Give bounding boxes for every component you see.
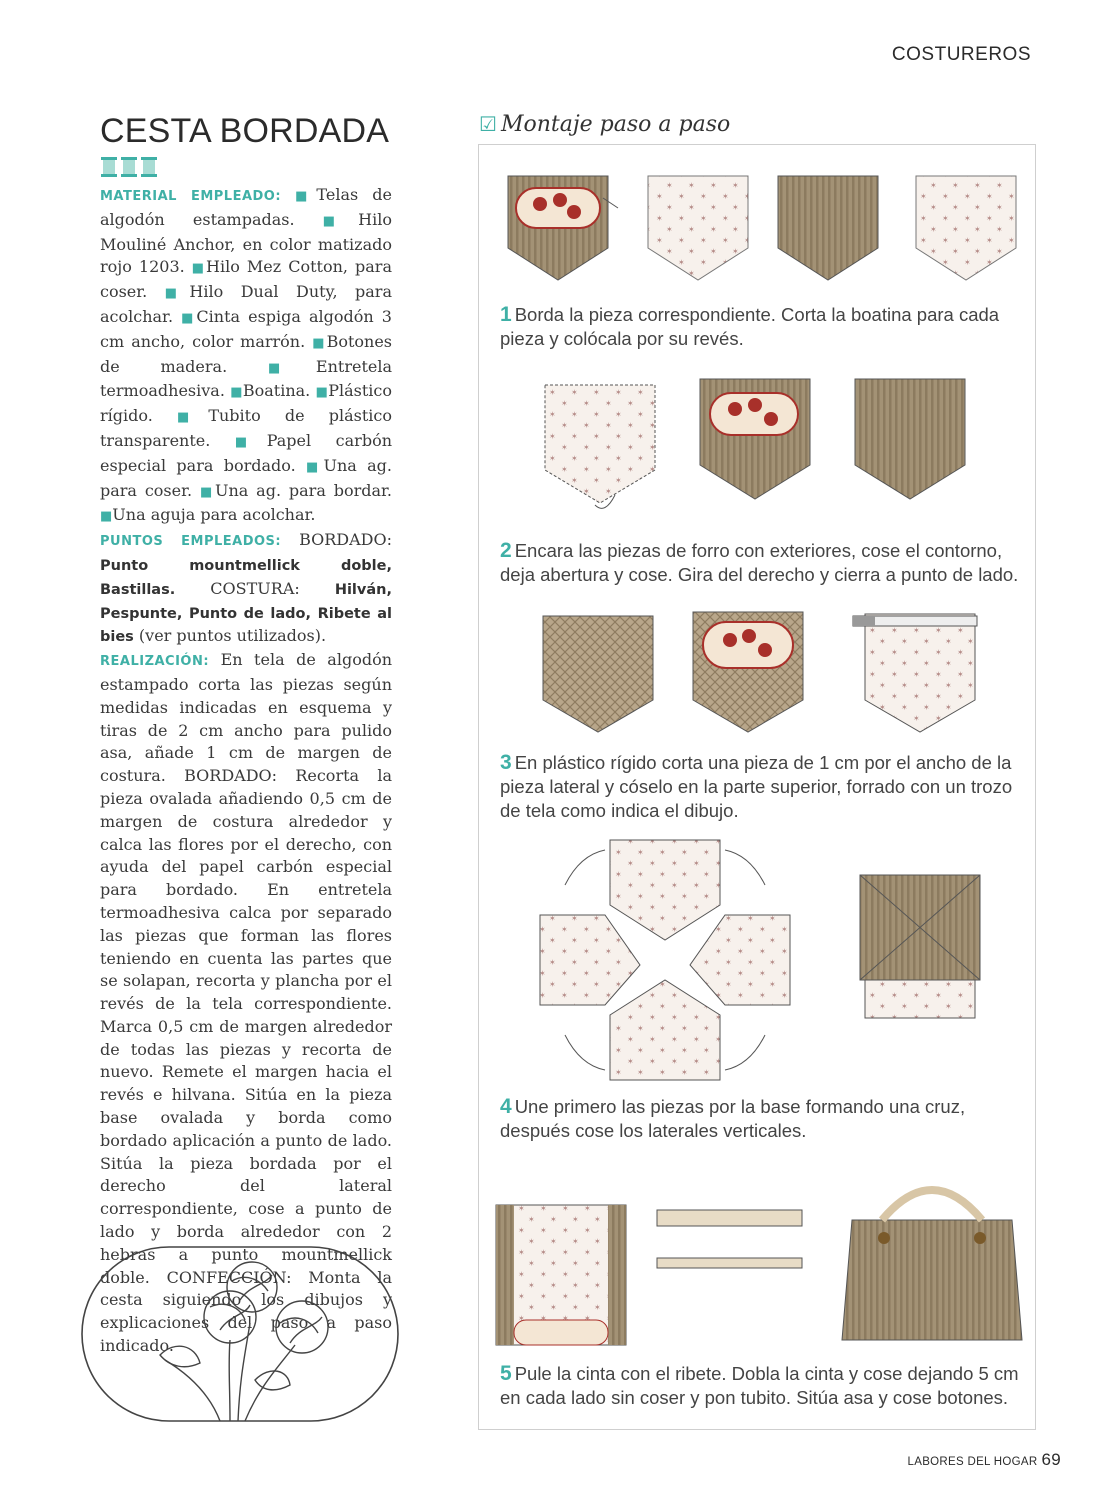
step-1-text: 1 Borda la pieza correspondiente. Corta la boatina para cada pieza y colócala por su revés. (500, 303, 1000, 349)
puntos-label: PUNTOS EMPLEADOS: (100, 534, 282, 550)
assembled-box (860, 875, 980, 1018)
steps-heading: ☑ Montaje paso a paso (479, 112, 731, 137)
article-body (100, 184, 392, 1358)
spool-icon (121, 157, 137, 177)
open-basket (496, 1205, 626, 1345)
material-label: MATERIAL EMPLEADO: (100, 189, 282, 204)
embroidered-piece (508, 176, 618, 280)
step-4-text: 4 Une primero las piezas por la base formando una cruz, después cose los laterales verticales. (500, 1095, 966, 1141)
lining-piece (916, 176, 1016, 280)
step-5-illustration (492, 1180, 1027, 1355)
step-1-illustration (498, 168, 1028, 288)
page-number: 69 (1041, 1450, 1061, 1469)
finished-basket (842, 1190, 1022, 1340)
outer-piece (778, 176, 878, 280)
material-paragraph: MATERIAL EMPLEADO: ■Telas de algodón estampadas. ■Hilo Mouliné Anchor, en color matizado rojo 1203. ■Hilo Mez Cotton, para coser. ■Hilo Dual Duty, para acolchar. ■Cinta espiga algodón 3 cm ancho, color marrón. ■Botones de madera. ■Entretela termoadhesiva. ■Boatina. ■Plástico rígido. ■Tubito de plástico transparente. ■Papel carbón especial para bordado. ■Una ag. para coser. ■Una ag. para bordar. ■Una aguja para acolchar. (100, 185, 392, 525)
step-3-text: 3 En plástico rígido corta una pieza de 1 cm por el ancho de la pieza lateral y cóselo en la parte superior, forrado con un trozo de tela como indica el dibujo. (500, 751, 1013, 821)
realizacion-paragraph: REALIZACIÓN: En tela de algodón estampado corta las piezas según medidas indicadas en esquema y tiras de 2 cm ancho para pulido asa, añade 1 cm de margen de costura. BORDADO: Recorta la pieza ovalada añadiendo 0,5 cm de margen de costura alrededor y calca las flores por el derecho, con ayuda del papel carbón especial para bordado. En entretela termoadhesiva calca por separado las piezas que forman las flores teniendo en cuenta las partes que se solapan, recorta y plancha por el revés de la tela correspondiente. Marca 0,5 cm de margen alrededor de todas las piezas y recorta de nuevo. Remete el margen hacia el revés e hilvana. Sitúa en la pieza base ovalada y borda como bordado aplicación a punto de lado. Sitúa la pieza bordada por el derecho del lateral correspondiente, cose a punto de lado y borda alrededor con 2 hebras a punto mountmellick doble. CONFECCIÓN: Monta la cesta siguiendo los dibujos y explicaciones del paso a paso indicado. (100, 650, 393, 1356)
checkmark-icon: ☑ (479, 112, 497, 136)
step-2-text: 2 Encara las piezas de forro con exteriores, cose el contorno, deja abertura y cose. Gira del derecho y cierra a punto de lado. (500, 539, 1019, 585)
step-4-illustration (535, 835, 995, 1085)
section-label: COSTUREROS (891, 44, 1031, 65)
realizacion-label: REALIZACIÓN: (100, 654, 210, 670)
spool-icon (101, 157, 117, 177)
article-title: CESTA BORDADA (100, 112, 390, 150)
embroidery-pattern-drawing (80, 1245, 400, 1425)
step-5-text: 5 Pule la cinta con el ribete. Dobla la cinta y cose dejando 5 cm en cada lado sin coser y pon tubito. Sitúa asa y cose botones. (500, 1362, 1019, 1408)
magazine-name: LABORES DEL HOGAR (907, 1456, 1038, 1468)
page-footer (908, 1450, 1061, 1470)
puntos-paragraph: PUNTOS EMPLEADOS: BORDADO: Punto mountmellick doble, Bastillas. COSTURA: Hilván, Pespunte, Punto de lado, Ribete al bies (ver puntos utilizados). (100, 530, 392, 646)
handle-strap (657, 1210, 802, 1268)
step-3-illustration (535, 602, 995, 742)
lining-piece (648, 176, 748, 280)
cross-layout (540, 840, 790, 1080)
spool-icon (141, 157, 157, 177)
difficulty-rating (100, 156, 160, 178)
step-2-illustration (535, 375, 975, 525)
